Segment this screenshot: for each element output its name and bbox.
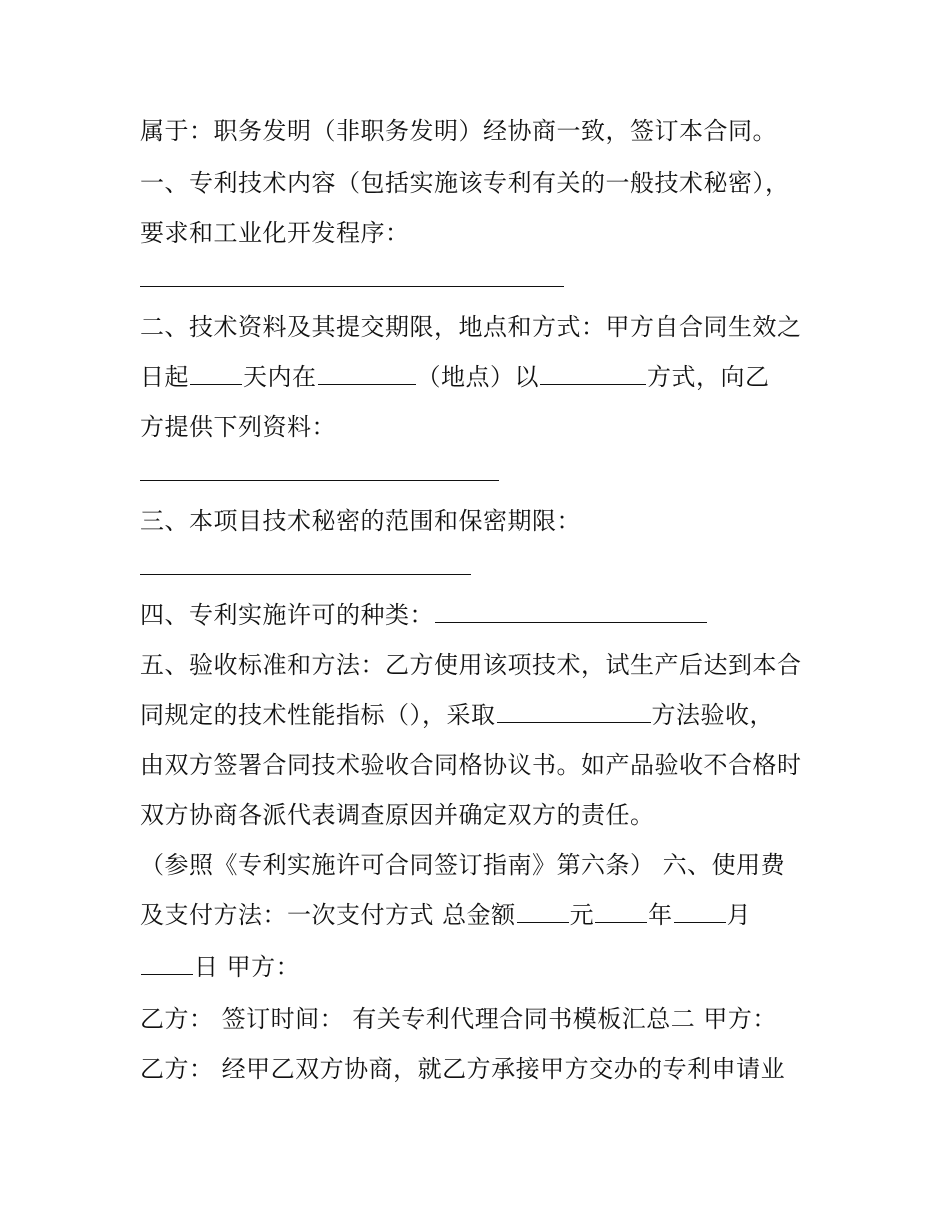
acceptance-method-blank [497,700,651,723]
fill-in-blank-line [140,574,471,575]
section-4-heading: 四、专利实施许可的种类： [140,600,708,630]
text-line-ownership: 属于：职务发明（非职务发明）经协商一致，签订本合同。 [140,117,777,145]
method-blank [540,362,646,385]
section-5-line-2: 同规定的技术性能指标（），采取 方法验收， [140,701,774,729]
year-blank [595,900,647,923]
section-5-line-3: 由双方签署合同技术验收合同格协议书。如产品验收不合格时 [140,751,802,779]
license-type-blank [435,600,707,623]
days-blank [190,362,242,385]
fill-in-blank-line [140,286,564,287]
amount-blank [517,900,569,923]
day-blank [141,952,193,975]
section-2-continued: 日起 天内在 （地点）以 方式，向乙 [140,363,770,391]
section-5-heading: 五、验收标准和方法：乙方使用该项技术，试生产后达到本合 [140,651,802,679]
month-blank [674,900,726,923]
section-1-continued: 要求和工业化开发程序： [140,219,410,247]
signature-line: 乙方： 签订时间： 有关专利代理合同书模板汇总二 甲方： [140,1005,777,1033]
section-2-end: 方提供下列资料： [140,413,336,441]
section-2-heading: 二、技术资料及其提交期限，地点和方式：甲方自合同生效之 [140,313,802,341]
agreement-intro-line: 乙方： 经甲乙双方协商，就乙方承接甲方交办的专利申请业 [140,1055,786,1083]
section-6-heading: （参照《专利实施许可合同签订指南》第六条） 六、使用费 [140,851,786,879]
section-5-line-4: 双方协商各派代表调查原因并确定双方的责任。 [140,801,655,829]
date-party-a-line: 日 甲方： [140,952,300,982]
section-3-heading: 三、本项目技术秘密的范围和保密期限： [140,507,581,535]
section-1-heading: 一、专利技术内容（包括实施该专利有关的一般技术秘密）， [140,169,790,197]
location-blank [318,362,416,385]
fill-in-blank-line [140,480,499,481]
payment-line: 及支付方法：一次支付方式 总金额 元 年 月 [140,901,752,929]
